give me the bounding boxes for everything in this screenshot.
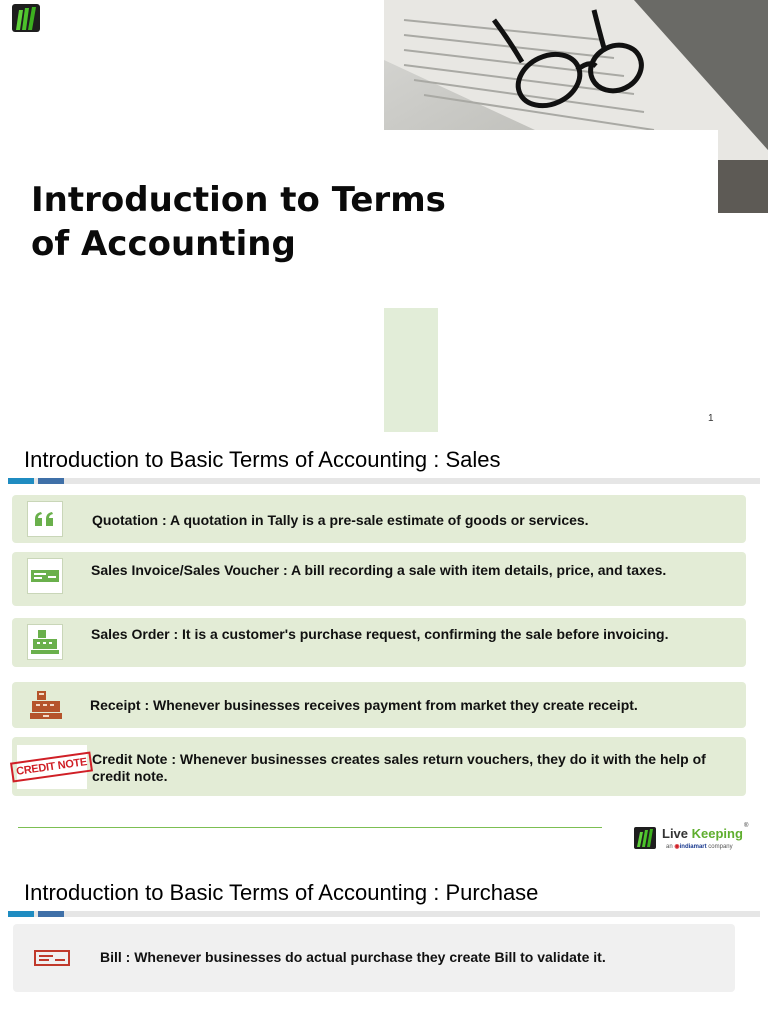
brand-sub-suffix: company	[708, 844, 733, 850]
bill-icon	[33, 949, 71, 972]
heading-rule	[8, 911, 760, 917]
rule-accent-2	[38, 911, 64, 917]
purchase-item-bill	[13, 924, 735, 992]
decorative-green-bar	[384, 308, 438, 432]
sales-heading: Introduction to Basic Terms of Accounting : Sales	[24, 447, 501, 472]
sales-item-text: Quotation : A quotation in Tally is a pre-sale estimate of goods or services.	[92, 512, 589, 528]
quote-icon	[27, 501, 63, 537]
rule-accent-1	[8, 478, 34, 484]
credit-note-stamp: CREDIT NOTE	[10, 751, 93, 782]
sales-item-credit-note	[12, 737, 746, 796]
sales-item-text: Sales Invoice/Sales Voucher : A bill recording a sale with item details, price, and taxes.	[91, 562, 667, 578]
sales-item-receipt	[12, 682, 746, 728]
page-number: 1	[708, 413, 714, 424]
credit-note-stamp-icon	[17, 745, 87, 789]
sales-item-text: Receipt : Whenever businesses receives payment from market they create receipt.	[90, 697, 638, 713]
purchase-heading: Introduction to Basic Terms of Accounting : Purchase	[24, 880, 539, 905]
live-keeping-brand	[634, 823, 754, 855]
brand-sub-prefix: an	[666, 844, 673, 850]
title-slide	[0, 0, 768, 432]
sales-item-invoice	[12, 552, 746, 606]
cash-register-icon	[28, 688, 64, 722]
sales-item-text: Sales Order : It is a customer's purchase request, confirming the sale before invoicing.	[91, 626, 669, 642]
live-keeping-logo-icon	[634, 827, 656, 849]
purchase-item-text: Bill : Whenever businesses do actual purchase they create Bill to validate it.	[100, 949, 606, 965]
heading-rule	[8, 478, 760, 484]
sales-item-quotation	[12, 495, 746, 543]
rule-accent-1	[8, 911, 34, 917]
sales-item-text: Credit Note : Whenever businesses creates sales return vouchers, they do it with the help of credit note.	[92, 751, 706, 784]
brand-subline	[666, 843, 733, 850]
brand-name	[662, 826, 743, 841]
sales-item-order	[12, 618, 746, 667]
slide-title: Introduction to Terms of Accounting	[31, 180, 446, 264]
invoice-icon	[27, 558, 63, 594]
registered-mark: ®	[744, 823, 749, 829]
brand-name-live: Live	[662, 826, 689, 841]
brand-name-keeping: Keeping	[691, 826, 743, 841]
rule-accent-2	[38, 478, 64, 484]
footer-separator	[18, 827, 602, 828]
live-keeping-logo-icon	[12, 4, 40, 32]
brand-sub-company: indiamart	[679, 844, 707, 850]
cash-register-icon	[27, 624, 63, 660]
indiamart-icon: ◉	[674, 844, 680, 850]
